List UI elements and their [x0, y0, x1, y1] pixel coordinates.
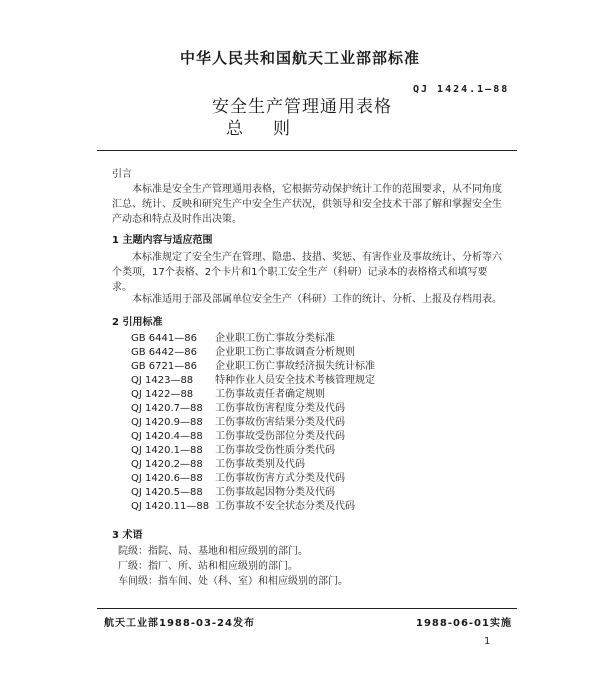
reference-code: GB 6442—86 — [131, 347, 197, 358]
reference-code: QJ 1420.4—88 — [131, 431, 203, 442]
reference-code: GB 6721—86 — [131, 361, 197, 372]
reference-name: 工伤事故责任者确定规则 — [215, 389, 325, 400]
reference-name: 工伤事故起因物分类及代码 — [215, 487, 335, 498]
reference-name: 工伤事故伤害程度分类及代码 — [215, 403, 345, 414]
reference-code: QJ 1420.2—88 — [131, 459, 203, 470]
term-workshop-level: 车间级：指车间、处（科、室）和相应级别的部门。 — [118, 576, 348, 587]
reference-item — [131, 388, 375, 402]
top-rule — [97, 150, 517, 151]
reference-name: 特种作业人员安全技术考核管理规定 — [215, 375, 375, 386]
reference-code: QJ 1420.9—88 — [131, 417, 203, 428]
section-1-para-2: 本标准适用于部及部属单位安全生产（科研）工作的统计、分析、上报及存档用表。 — [132, 294, 502, 305]
reference-item — [131, 402, 375, 416]
reference-item — [131, 458, 375, 472]
reference-name: 工伤事故伤害结果分类及代码 — [215, 417, 345, 428]
reference-item — [131, 500, 375, 514]
reference-code: QJ 1420.5—88 — [131, 487, 203, 498]
reference-name: 企业职工伤亡事故调查分析规则 — [215, 347, 355, 358]
reference-code: QJ 1420.7—88 — [131, 403, 203, 414]
issue-date: 航天工业部1988-03-24发布 — [104, 618, 255, 629]
effective-date: 1988-06-01实施 — [416, 618, 512, 629]
reference-code: GB 6441—86 — [131, 333, 197, 344]
reference-name: 工伤事故类别及代码 — [215, 459, 305, 470]
reference-item — [131, 416, 375, 430]
reference-name: 工伤事故不安全状态分类及代码 — [215, 501, 355, 512]
reference-item — [131, 374, 375, 388]
term-factory-level: 厂级：指厂、所、站和相应级别的部门。 — [118, 561, 298, 572]
reference-name: 企业职工伤亡事故分类标准 — [215, 333, 335, 344]
reference-list — [131, 332, 375, 514]
reference-item — [131, 486, 375, 500]
reference-name: 企业职工伤亡事故经济损失统计标准 — [215, 361, 375, 372]
reference-item — [131, 346, 375, 360]
reference-name: 工伤事故受伤部位分类及代码 — [215, 431, 345, 442]
reference-code: QJ 1422—88 — [131, 389, 194, 400]
section-3-title: 3 术语 — [112, 530, 143, 541]
section-1-title: 1 主题内容与适应范围 — [112, 235, 213, 246]
reference-code: QJ 1420.11—88 — [131, 501, 210, 512]
reference-code: QJ 1420.1—88 — [131, 445, 203, 456]
bottom-rule — [97, 608, 517, 609]
section-2-title: 2 引用标准 — [112, 317, 163, 328]
section-1-para-1: 本标准规定了安全生产在管理、隐患、技措、奖惩、有害作业及事故统计、分析等六个类项，17个表格、2个卡片和1个职工安全生产（科研）记录本的表格格式和填写要求。 — [112, 252, 502, 293]
foreword-text: 本标准是安全生产管理通用表格，它根据劳动保护统计工作的范围要求，从不同角度汇总、统计、反映和研究生产中安全生产状况，供领导和安全技术干部了解和掌握安全生产动态和特点及时作出决策。 — [112, 184, 502, 225]
reference-name: 工伤事故伤害方式分类及代码 — [215, 473, 345, 484]
foreword-label: 引言 — [112, 169, 132, 180]
term-institute-level: 院级：指院、局、基地和相应级别的部门。 — [118, 546, 308, 557]
reference-code: QJ 1420.6—88 — [131, 473, 203, 484]
reference-item — [131, 332, 375, 346]
reference-name: 工伤事故受伤性质分类代码 — [215, 445, 335, 456]
reference-item — [131, 472, 375, 486]
standard-code: QJ 1424.1—88 — [413, 84, 510, 95]
reference-item — [131, 360, 375, 374]
document-title: 安全生产管理通用表格 — [212, 97, 392, 117]
document-subtitle: 总则 — [226, 119, 320, 139]
standard-body-header: 中华人民共和国航天工业部部标准 — [179, 49, 420, 67]
page-number: 1 — [484, 636, 491, 647]
reference-item — [131, 444, 375, 458]
reference-item — [131, 430, 375, 444]
reference-code: QJ 1423—88 — [131, 375, 194, 386]
